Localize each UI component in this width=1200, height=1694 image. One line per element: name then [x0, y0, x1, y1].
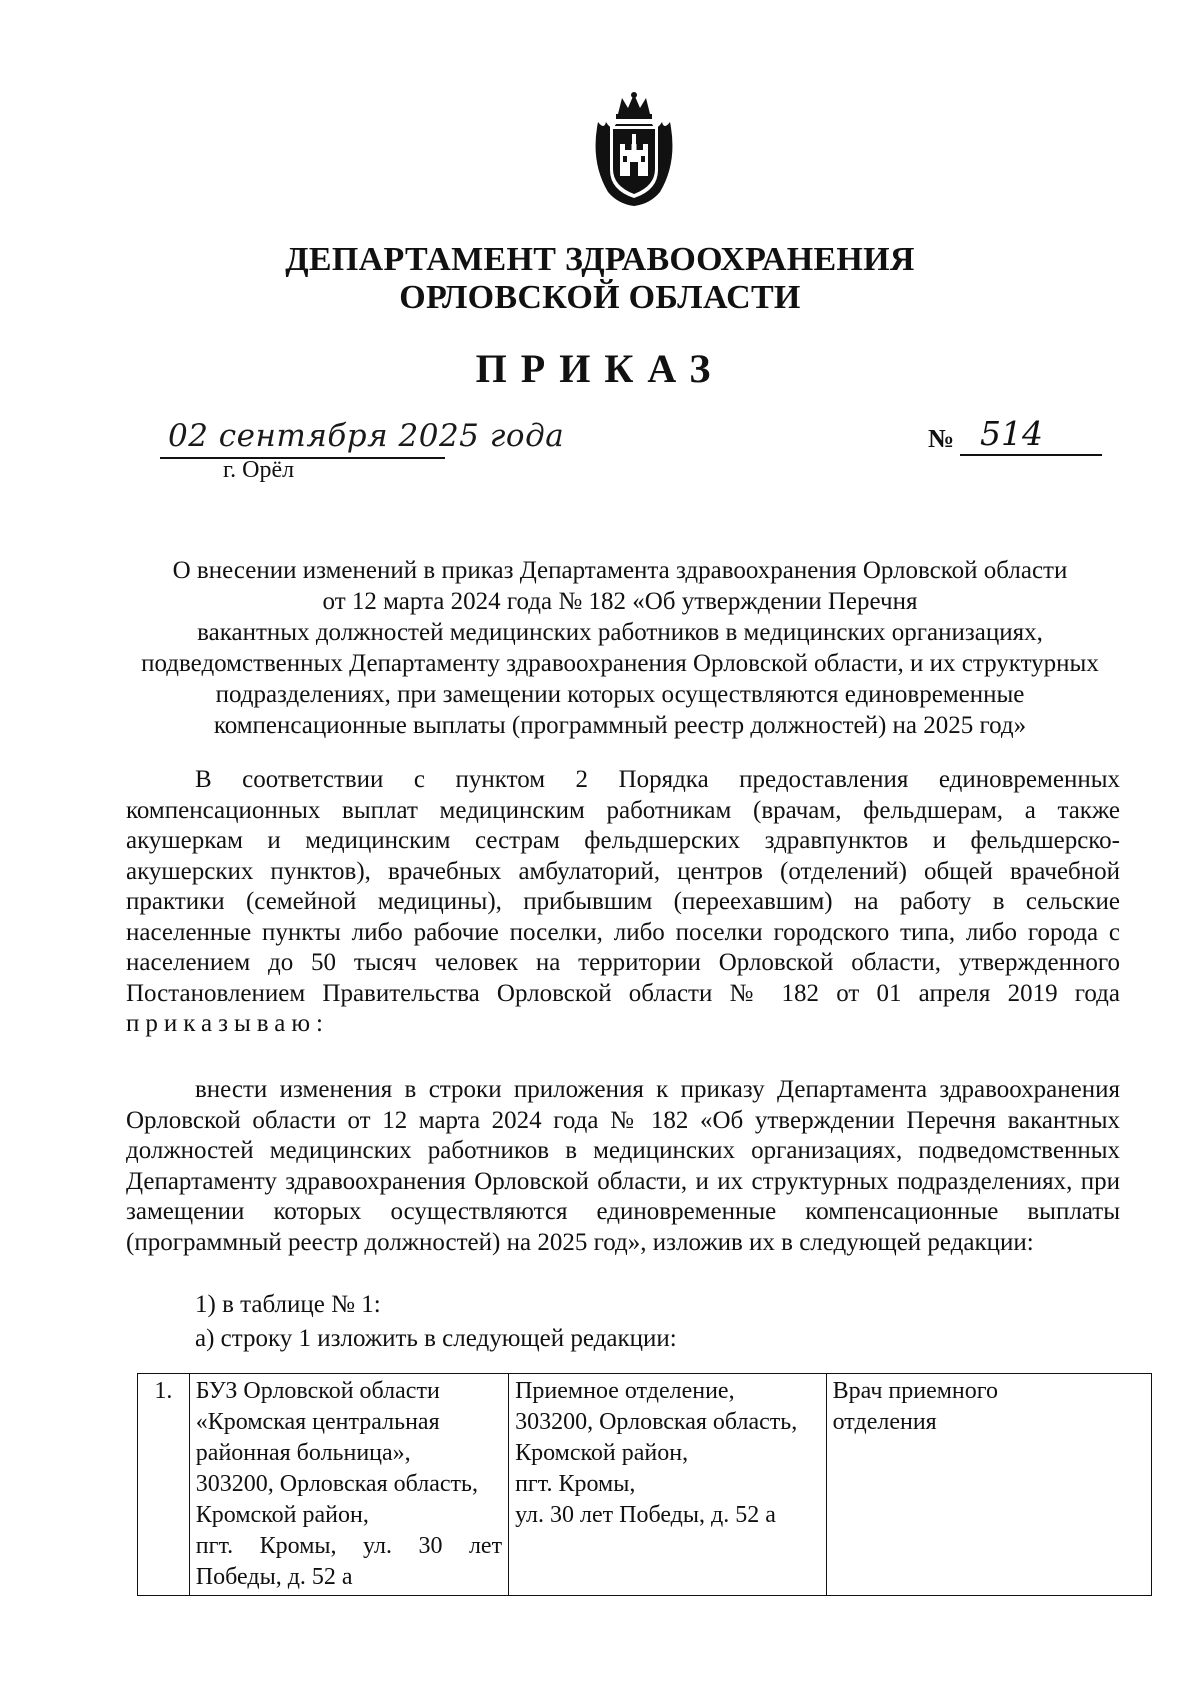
unit-address-cell [509, 1374, 827, 1596]
paragraph-line: должностей медицинских работников в медицинских организациях, подведомственных [126, 1137, 1120, 1164]
cell-line: Врач приемного [832, 1378, 999, 1404]
handwritten-date: 02 сентября 2025 года [168, 418, 565, 454]
paragraph-line: Постановлением Правительства Орловской области № 182 от 01 апреля 2019 года [126, 979, 1120, 1007]
row-number: 1. [138, 1374, 190, 1596]
cell-line: пгт. Кромы, [515, 1471, 636, 1497]
paragraph-line: практики (семейной медицины), прибывшим (переехавшим) на работу в сельские [126, 888, 1120, 915]
city-label: г. Орёл [223, 457, 295, 483]
subject-line: подведомственных Департаменту здравоохранения Орловской области, и их структурных [141, 650, 1099, 677]
cell-line: 303200, Орловская область, [515, 1409, 798, 1435]
org-name-line2: ОРЛОВСКОЙ ОБЛАСТИ [399, 279, 801, 316]
order-subject [100, 555, 1140, 741]
list-item-row-1: а) строку 1 изложить в следующей редакции: [195, 1325, 677, 1352]
paragraph-line: Орловской области от 12 марта 2024 года № 182 «Об утверждении Перечня вакантных [126, 1106, 1120, 1134]
cell-line: «Кромская центральная [195, 1409, 440, 1435]
paragraph-line: акушерских пунктов), врачебных амбулаторий, центров (отделений) общей врачебной [126, 857, 1120, 885]
cell-line: Приемное отделение, [515, 1378, 735, 1404]
list-item-table-1: 1) в таблице № 1: [195, 1291, 381, 1318]
cell-line: ул. 30 лет Победы, д. 52 а [515, 1502, 776, 1528]
order-verb: приказываю: [126, 1010, 329, 1037]
cell-line: 303200, Орловская область, [195, 1471, 478, 1497]
cell-line: БУЗ Орловской области [195, 1378, 440, 1404]
number-underline [960, 454, 1102, 456]
organization-cell [189, 1374, 508, 1596]
cell-line: Кромской район, [515, 1440, 689, 1466]
cell-line: районная больница», [195, 1440, 411, 1466]
paragraph-line: населенные пункты либо рабочие поселки, либо поселки городского типа, либо города с [126, 918, 1120, 946]
paragraph-line: внести изменения в строки приложения к приказу Департамента здравоохранения [195, 1076, 1120, 1103]
paragraph-line: акушеркам и медицинским сестрам фельдшерских здравпунктов и фельдшерско- [126, 827, 1120, 854]
position-cell [826, 1374, 1151, 1596]
handwritten-order-number: 514 [980, 414, 1043, 453]
paragraph-line: В соответствии с пунктом 2 Порядка предоставления единовременных [195, 766, 1120, 793]
paragraph-line: компенсационных выплат медицинским работникам (врачам, фельдшерам, а также [126, 796, 1120, 824]
operative-paragraph [126, 1075, 1120, 1258]
subject-line: компенсационные выплаты (программный реестр должностей) на 2025 год» [213, 712, 1027, 739]
subject-line: вакантных должностей медицинских работников в медицинских организациях, [197, 619, 1043, 646]
table-row [138, 1374, 1152, 1596]
paragraph-line: (программный реестр должностей) на 2025 год», изложив их в следующей редакции: [126, 1228, 1034, 1256]
coat-of-arms-icon [588, 92, 680, 210]
paragraph-line: замещении которых осуществляются единовременные компенсационные выплаты [126, 1198, 1120, 1225]
cell-line: отделения [832, 1409, 937, 1435]
vacancy-table [137, 1373, 1152, 1596]
paragraph-line: населением до 50 тысяч человек на территории Орловской области, утвержденного [126, 949, 1120, 976]
cell-line: пгт. Кромы, ул. 30 лет [195, 1533, 503, 1559]
preamble-paragraph [126, 765, 1120, 1040]
cell-line: Победы, д. 52 а [195, 1564, 353, 1590]
subject-line: от 12 марта 2024 года № 182 «Об утверждении Перечня [322, 588, 918, 615]
date-underline [160, 457, 445, 459]
order-number-label: № [928, 424, 955, 453]
subject-line: подразделениях, при замещении которых осуществляются единовременные [215, 681, 1025, 708]
cell-line: Кромской район, [195, 1502, 369, 1528]
paragraph-line: Департаменту здравоохранения Орловской области, и их структурных подразделениях, при [126, 1167, 1120, 1195]
subject-line: О внесении изменений в приказ Департамента здравоохранения Орловской области [172, 557, 1068, 584]
document-type-title: ПРИКАЗ [475, 346, 725, 391]
org-name-line1: ДЕПАРТАМЕНТ ЗДРАВООХРАНЕНИЯ [285, 241, 915, 278]
